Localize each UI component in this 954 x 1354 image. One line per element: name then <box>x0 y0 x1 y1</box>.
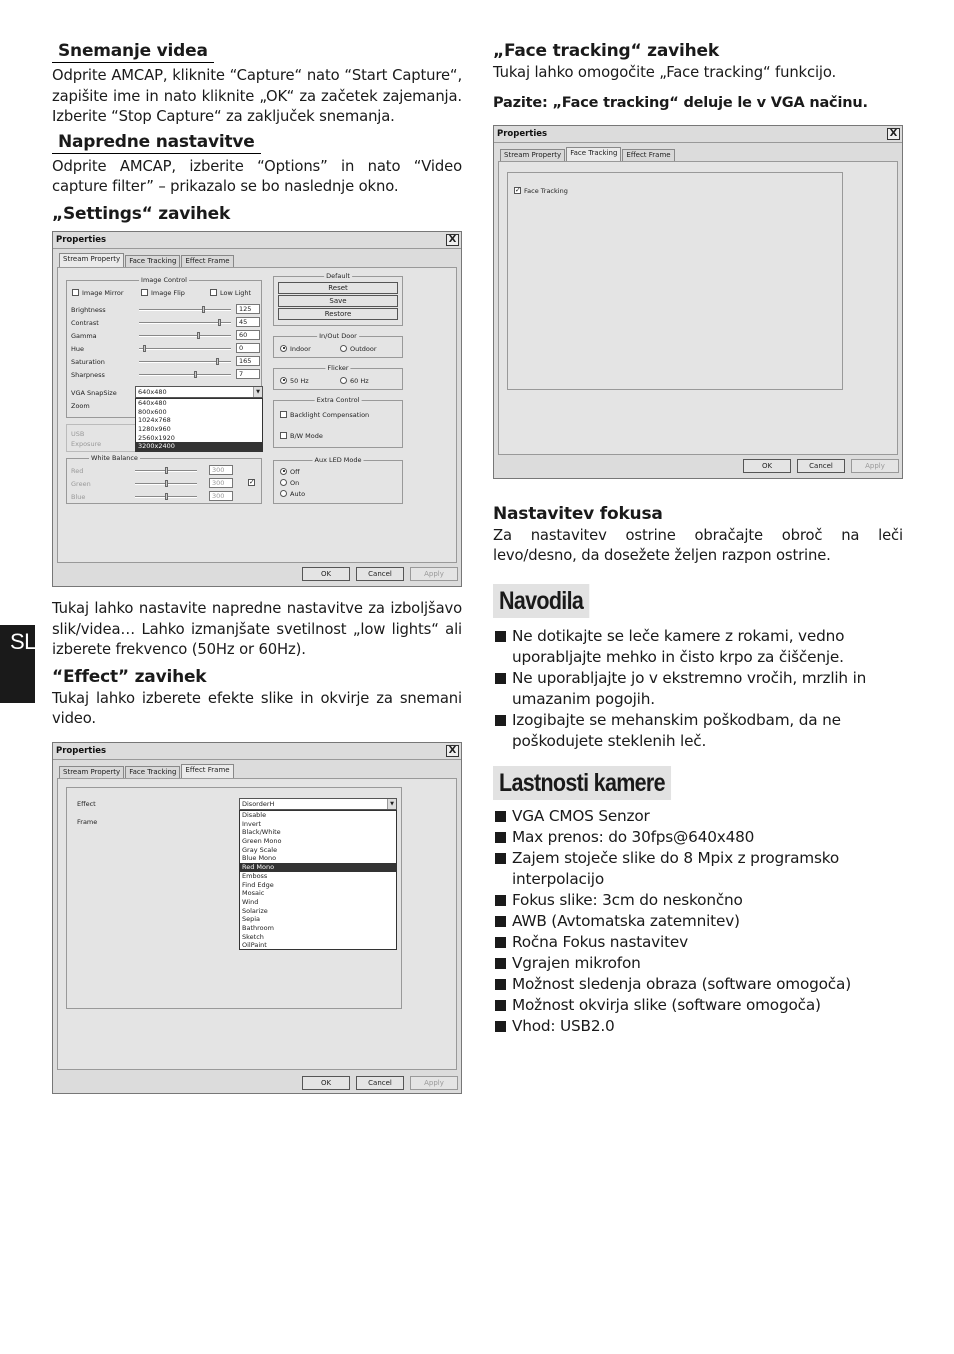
ok-button[interactable]: OK <box>302 567 350 581</box>
chevron-down-icon[interactable]: ▼ <box>387 799 396 809</box>
led-auto-label: Auto <box>290 489 306 498</box>
green-slider[interactable] <box>135 483 197 485</box>
face-tracking-panel <box>498 161 898 455</box>
instructions-list <box>493 626 903 752</box>
exposure-label: Exposure <box>71 439 102 448</box>
backlight-label: Backlight Compensation <box>290 410 370 419</box>
snapsize-option[interactable]: 3200x2400 <box>136 442 262 451</box>
camera-features-list <box>493 806 903 1037</box>
snapsize-option[interactable]: 640x480 <box>138 398 167 407</box>
aux-led-group <box>273 455 403 504</box>
left-column <box>52 40 462 1094</box>
flicker-group <box>273 363 403 390</box>
usb-label: USB <box>71 429 85 438</box>
dialog-tabs <box>59 255 235 267</box>
image-mirror-checkbox[interactable] <box>72 289 79 296</box>
inout-door-label: In/Out Door <box>319 331 357 340</box>
dialog-title-bar <box>53 743 461 760</box>
feature-item: Možnost sledenja obraza (software omogoča) <box>493 974 903 995</box>
advanced-settings-text: Odprite AMCAP, izberite “Options” in nato “Video capture filter” – prikazalo se bo naslednje okno. <box>52 157 462 196</box>
instructions-heading-wrap <box>493 584 903 618</box>
effect-option[interactable]: Solarize <box>242 906 268 915</box>
close-icon[interactable]: X <box>887 128 900 140</box>
effect-option[interactable]: Green Mono <box>242 837 282 846</box>
language-side-tab: SL <box>0 625 35 703</box>
tab-stream-property[interactable]: Stream Property <box>59 253 124 267</box>
led-on-radio[interactable] <box>280 479 287 486</box>
effect-frame-panel <box>57 778 457 1070</box>
close-icon[interactable]: X <box>446 234 459 246</box>
dialog-title: Properties <box>56 745 107 756</box>
red-slider[interactable] <box>135 470 197 472</box>
param-label: Saturation <box>71 357 105 366</box>
red-label: Red <box>71 466 84 475</box>
white-balance-group <box>66 453 262 504</box>
low-light-label: Low Light <box>220 288 252 297</box>
cancel-button[interactable]: Cancel <box>797 459 845 473</box>
feature-item: Fokus slike: 3cm do neskončno <box>493 890 903 911</box>
indoor-radio[interactable] <box>280 345 287 352</box>
ok-button[interactable]: OK <box>302 1076 350 1090</box>
effect-option[interactable]: Emboss <box>242 871 268 880</box>
feature-item: Max prenos: do 30fps@640x480 <box>493 827 903 848</box>
dialog-title: Properties <box>56 234 107 245</box>
60hz-label: 60 Hz <box>350 376 369 385</box>
face-tracking-label: Face Tracking <box>524 186 568 195</box>
ok-button[interactable]: OK <box>743 459 791 473</box>
snapsize-option[interactable]: 1280x960 <box>138 425 171 434</box>
snapsize-options-list[interactable] <box>135 398 263 452</box>
led-off-label: Off <box>290 467 300 476</box>
outdoor-label: Outdoor <box>350 344 377 353</box>
image-flip-label: Image Flip <box>151 288 185 297</box>
instructions-heading: Navodila <box>493 584 589 618</box>
param-slider[interactable] <box>139 361 231 363</box>
param-label: Brightness <box>71 305 106 314</box>
stream-property-panel <box>57 267 457 563</box>
extra-control-group <box>273 395 403 448</box>
effect-option[interactable]: Disable <box>242 810 267 819</box>
instruction-item: Ne dotikajte se leče kamere z rokami, vedno uporabljajte mehko in čisto krpo za čiščenje. <box>493 626 903 668</box>
param-value[interactable]: 165 <box>236 356 260 366</box>
face-tracking-warning: Pazite: „Face tracking“ deluje le v VGA načinu. <box>493 94 868 111</box>
snapsize-option[interactable]: 1024x768 <box>138 416 171 425</box>
indoor-label: Indoor <box>290 344 311 353</box>
tab-face-tracking[interactable]: Face Tracking <box>125 255 180 267</box>
led-off-radio[interactable] <box>280 468 287 475</box>
effect-properties-dialog <box>52 742 462 1094</box>
effect-option[interactable]: Red Mono <box>240 863 396 872</box>
effect-options-list[interactable] <box>239 810 397 950</box>
effect-option[interactable]: Sketch <box>242 932 264 941</box>
focus-text: Za nastavitev ostrine obračajte obroč na leči levo/desno, da dosežete željen razpon ostrine. <box>493 526 903 565</box>
cancel-button[interactable]: Cancel <box>356 567 404 581</box>
reset-button[interactable]: Reset <box>278 282 398 294</box>
frame-label: Frame <box>77 817 98 826</box>
tab-face-tracking[interactable]: Face Tracking <box>125 766 180 778</box>
param-value[interactable]: 0 <box>236 343 260 353</box>
blue-label: Blue <box>71 492 86 501</box>
image-flip-checkbox[interactable] <box>141 289 148 296</box>
camera-features-heading: Lastnosti kamere <box>493 766 671 800</box>
led-on-label: On <box>290 478 300 487</box>
settings-properties-dialog <box>52 231 462 587</box>
param-slider[interactable] <box>139 322 231 324</box>
instruction-item: Ne uporabljajte jo v ekstremno vročih, mrzlih in umazanim pogojih. <box>493 668 903 710</box>
instruction-item: Izogibajte se mehanskim poškodbam, da ne poškodujete steklenih leč. <box>493 710 903 752</box>
effect-option[interactable]: Gray Scale <box>242 845 278 854</box>
auto-white-balance-checkbox[interactable]: ✓ <box>249 477 255 486</box>
apply-button[interactable]: Apply <box>410 567 458 581</box>
default-label: Default <box>326 271 350 280</box>
right-column <box>493 40 903 1037</box>
image-control-label: Image Control <box>141 275 187 284</box>
feature-item: Vhod: USB2.0 <box>493 1016 903 1037</box>
tab-face-tracking[interactable]: Face Tracking <box>566 147 621 161</box>
face-tracking-text: Tukaj lahko omogočite „Face tracking“ funkcijo. <box>493 64 837 81</box>
section-title-settings-tab: „Settings“ zavihek <box>52 203 231 224</box>
camera-features-heading-wrap <box>493 766 903 800</box>
effect-dropdown[interactable] <box>239 798 397 810</box>
video-recording-text: Odprite AMCAP, kliknite “Capture“ nato “Start Capture“, zapišite ime in nato kliknite „OK“ za začetek zajemanja. Izberite “Stop Capture“ za zaključek snemanja. <box>52 67 462 126</box>
tab-effect-frame[interactable]: Effect Frame <box>181 255 233 267</box>
param-label: Gamma <box>71 331 97 340</box>
flicker-label: Flicker <box>327 363 349 372</box>
param-slider[interactable] <box>139 335 231 337</box>
param-value[interactable]: 125 <box>236 304 260 314</box>
effect-tab-text: Tukaj lahko izberete efekte slike in okvirje za snemani video. <box>52 689 462 728</box>
apply-button[interactable]: Apply <box>410 1076 458 1090</box>
param-slider[interactable] <box>139 374 231 376</box>
section-title-advanced-settings: Napredne nastavitve <box>52 131 261 154</box>
effect-option[interactable]: Blue Mono <box>242 854 277 863</box>
effect-option[interactable]: Invert <box>242 819 262 828</box>
50hz-label: 50 Hz <box>290 376 309 385</box>
image-mirror-label: Image Mirror <box>82 288 124 297</box>
param-value[interactable]: 7 <box>236 369 260 379</box>
face-tracking-properties-dialog <box>493 125 903 479</box>
cancel-button[interactable]: Cancel <box>356 1076 404 1090</box>
section-title-video-recording: Snemanje videa <box>52 40 214 63</box>
feature-item: Možnost okvirja slike (software omogoča) <box>493 995 903 1016</box>
save-button[interactable]: Save <box>278 295 398 307</box>
feature-item: AWB (Avtomatska zatemnitev) <box>493 911 903 932</box>
effect-option[interactable]: Mosaic <box>242 889 265 898</box>
param-label: Hue <box>71 344 85 353</box>
blue-slider[interactable] <box>135 496 197 498</box>
outdoor-radio[interactable] <box>340 345 347 352</box>
extra-control-label: Extra Control <box>316 395 360 404</box>
face-tracking-group <box>507 172 843 390</box>
snapsize-option[interactable]: 800x600 <box>138 407 167 416</box>
effect-option[interactable]: Black/White <box>242 828 281 837</box>
param-label: Contrast <box>71 318 99 327</box>
feature-item: VGA CMOS Senzor <box>493 806 903 827</box>
effect-option[interactable]: Find Edge <box>242 880 274 889</box>
effect-option[interactable]: Bathroom <box>242 924 274 933</box>
default-group <box>273 271 403 326</box>
led-auto-radio[interactable] <box>280 490 287 497</box>
dialog-tabs <box>59 766 235 778</box>
close-icon[interactable]: X <box>446 745 459 757</box>
settings-tab-text: Tukaj lahko nastavite napredne nastavitve za izboljšavo slik/videa… Lahko izmanjšate svetilnost „low lights“ ali izberete frekvenco (50Hz or 60Hz). <box>52 599 462 659</box>
param-value[interactable]: 60 <box>236 330 260 340</box>
restore-button[interactable]: Restore <box>278 308 398 320</box>
vga-snapsize-value: 640x480 <box>138 387 167 396</box>
dialog-title-bar <box>53 232 461 249</box>
backlight-checkbox[interactable] <box>280 411 287 418</box>
bw-mode-label: B/W Mode <box>290 431 323 440</box>
section-title-face-tracking: „Face tracking“ zavihek <box>493 41 719 61</box>
param-slider[interactable] <box>139 309 231 311</box>
effect-label: Effect <box>77 799 96 808</box>
green-label: Green <box>71 479 91 488</box>
feature-item: Ročna Fokus nastavitev <box>493 932 903 953</box>
dialog-tabs <box>500 149 676 161</box>
white-balance-label: White Balance <box>91 453 138 462</box>
vga-snapsize-dropdown[interactable] <box>135 386 263 398</box>
param-label: Sharpness <box>71 370 105 379</box>
dialog-title-bar <box>494 126 902 143</box>
bw-mode-checkbox[interactable] <box>280 432 287 439</box>
chevron-down-icon[interactable]: ▼ <box>253 387 262 397</box>
tab-stream-property[interactable]: Stream Property <box>500 149 565 161</box>
inout-door-group <box>273 331 403 358</box>
50hz-radio[interactable] <box>280 377 287 384</box>
face-tracking-checkbox[interactable]: ✓ <box>515 185 521 194</box>
effect-selected-value: DisorderH <box>242 799 275 808</box>
snapsize-option[interactable]: 2560x1920 <box>138 433 175 442</box>
param-value[interactable]: 45 <box>236 317 260 327</box>
60hz-radio[interactable] <box>340 377 347 384</box>
tab-effect-frame[interactable]: Effect Frame <box>181 764 233 778</box>
green-value[interactable]: 300 <box>209 478 233 488</box>
vga-snapsize-label: VGA SnapSize <box>71 388 117 397</box>
effect-option[interactable]: OilPaint <box>242 941 267 950</box>
tab-effect-frame[interactable]: Effect Frame <box>622 149 674 161</box>
param-slider[interactable] <box>139 348 231 350</box>
effect-option[interactable]: Sepia <box>242 915 261 924</box>
zoom-label: Zoom <box>71 401 90 410</box>
red-value[interactable]: 300 <box>209 465 233 475</box>
effect-option[interactable]: Wind <box>242 897 259 906</box>
dialog-title: Properties <box>497 128 548 139</box>
low-light-checkbox[interactable] <box>210 289 217 296</box>
section-title-effect-tab: “Effect” zavihek <box>52 666 207 687</box>
section-title-focus: Nastavitev fokusa <box>493 503 663 524</box>
effect-frame-group <box>66 787 402 1009</box>
feature-item: Vgrajen mikrofon <box>493 953 903 974</box>
aux-led-label: Aux LED Mode <box>314 455 362 464</box>
blue-value[interactable]: 300 <box>209 491 233 501</box>
apply-button[interactable]: Apply <box>851 459 899 473</box>
tab-stream-property[interactable]: Stream Property <box>59 766 124 778</box>
feature-item: Zajem stoječe slike do 8 Mpix z programsko interpolacijo <box>493 848 903 890</box>
